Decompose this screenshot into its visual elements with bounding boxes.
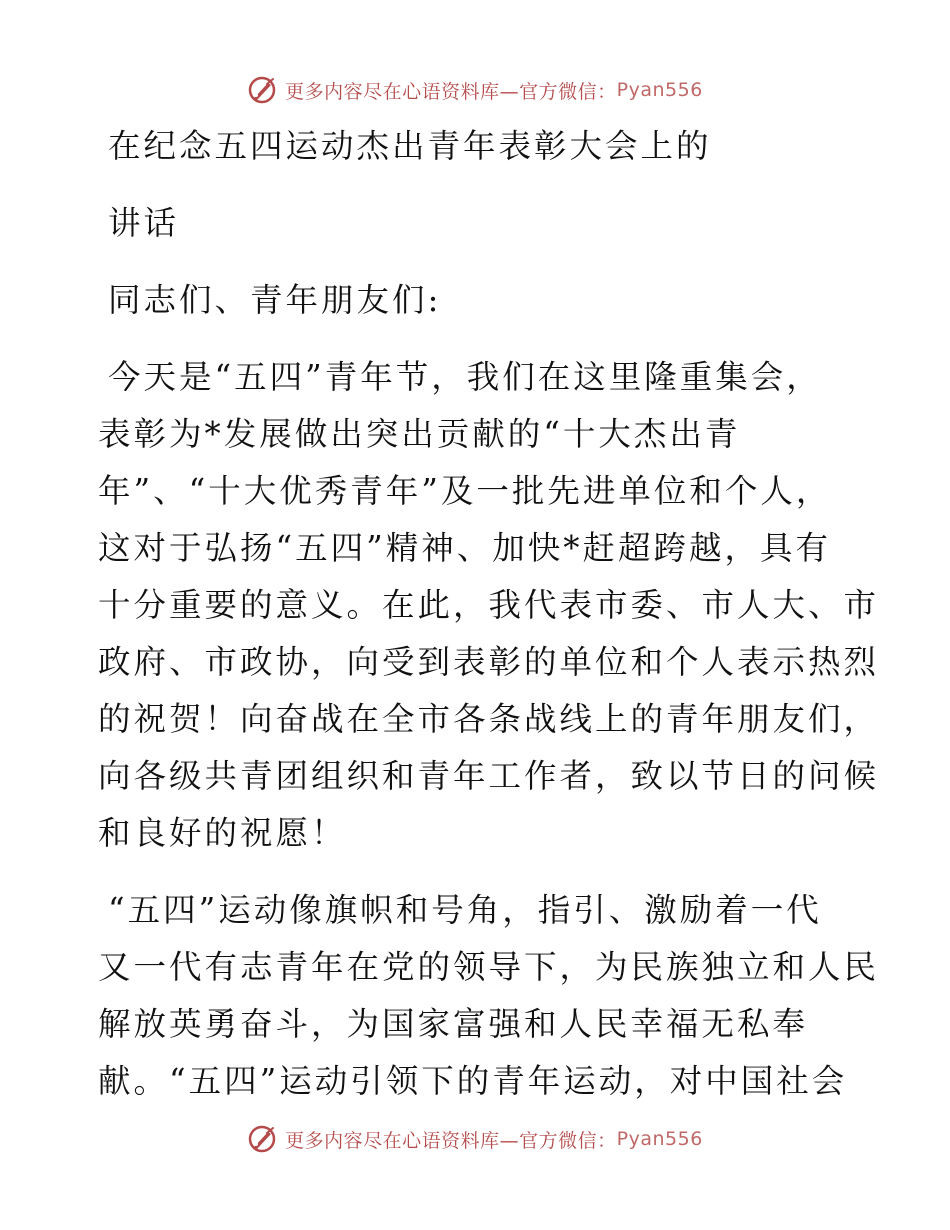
paragraph-line: 年”、“十大优秀青年”及一批先进单位和个人，: [98, 472, 832, 510]
paragraph-line: 和良好的祝愿！: [98, 814, 347, 852]
document-title-line-2: 讲话: [108, 204, 180, 242]
header-banner: [0, 70, 950, 110]
paragraph-line: 表彰为*发展做出突出贡献的“十大杰出青: [98, 415, 741, 453]
document-title-line-1: 在纪念五四运动杰出青年表彰大会上的: [108, 127, 712, 165]
paragraph-line: 又一代有志青年在党的领导下，为民族独立和人民: [98, 948, 880, 986]
paragraph-line: 十分重要的意义。在此，我代表市委、市人大、市: [98, 586, 880, 624]
salutation: 同志们、青年朋友们:: [108, 281, 442, 319]
paragraph-line: 今天是“五四”青年节，我们在这里隆重集会，: [108, 358, 822, 396]
quill-pen-circle-icon: [247, 1124, 277, 1154]
quill-pen-circle-icon: [247, 75, 277, 105]
paragraph-line: “五四”运动像旗帜和号角，指引、激励着一代: [108, 891, 822, 929]
spacer: [98, 862, 858, 882]
paragraph-line: 献。“五四”运动引领下的青年运动，对中国社会: [98, 1062, 848, 1100]
paragraph-1: [98, 349, 880, 862]
paragraph-2: [98, 882, 880, 1110]
banner-text: 更多内容尽在心语资料库—官方微信：: [285, 80, 617, 103]
spacer: [98, 329, 858, 349]
paragraph-line: 政府、市政协，向受到表彰的单位和个人表示热烈: [98, 643, 880, 681]
wechat-id: Pyan556: [616, 1128, 703, 1150]
document-body: [98, 118, 880, 1110]
paragraph-line: 向各级共青团组织和青年工作者，致以节日的问候: [98, 757, 880, 795]
paragraph-line: 解放英勇奋斗，为国家富强和人民幸福无私奉: [98, 1005, 809, 1043]
footer-banner: [0, 1119, 950, 1159]
paragraph-line: 这对于弘扬“五四”精神、加快*赶超跨越，具有: [98, 529, 831, 567]
spacer: [98, 175, 858, 195]
paragraph-line: 的祝贺！向奋战在全市各条战线上的青年朋友们，: [98, 700, 880, 738]
banner-text: 更多内容尽在心语资料库—官方微信：: [285, 1129, 617, 1152]
wechat-id: Pyan556: [616, 79, 703, 101]
spacer: [98, 252, 858, 272]
